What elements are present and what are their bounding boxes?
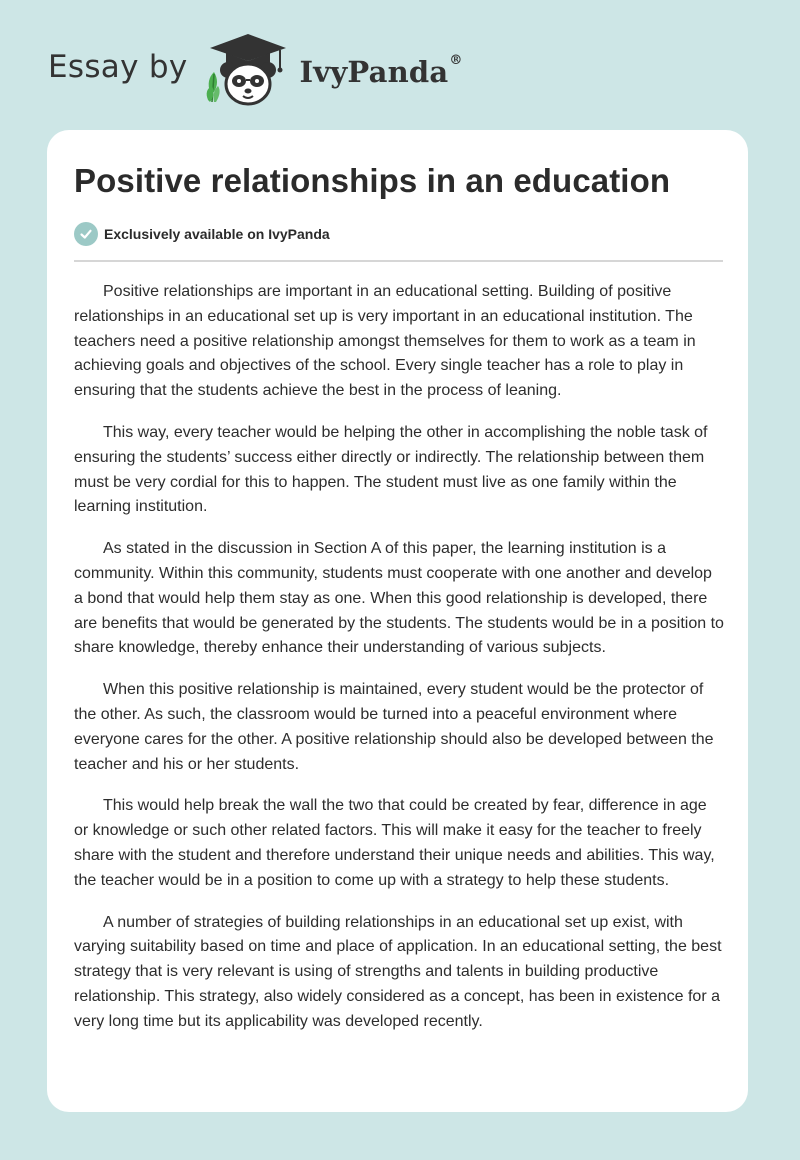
paragraph-2: This way, every teacher would be helping the other in accomplishing the noble task of ensuring the students’ success either directly or indirectly. The relationship between them must be very cordial for this to happen. The student must live as one family within the learning institution. [74,423,708,516]
essay-by-label: Essay by [48,49,188,85]
check-circle-icon [74,222,98,246]
paragraph-3: As stated in the discussion in Section A of this paper, the learning institution is a community. Within this community, students must cooperate with one another and develop a bond that would help them stay as one. When this good relationship is developed, there are benefits that would be generated by the students. The students would be in a position to share knowledge, thereby enhance their understanding of various subjects. [74,540,724,657]
essay-card [47,130,748,1112]
paragraph-5: This would help break the wall the two that could be created by fear, difference in age or knowledge or such other related factors. This will make it easy for the teacher to freely share with the student and therefore understand their unique needs and abilities. This way, the teacher would be in a position to come up with a strategy to help these students. [74,797,715,889]
paragraph-1: Positive relationships are important in an educational setting. Building of positive relationships in an educational set up is very important in an educational institution. The teachers need a positive relationship amongst themselves for them to work as a team in achieving goals and objectives of the school. Every single teacher has a role to play in ensuring that the students achieve the best in the process of leaning. [74,283,696,400]
brand-name-text: IvyPanda [299,55,449,89]
page-title: Positive relationships in an education [74,162,671,199]
brand-name[interactable] [300,55,463,89]
title-divider [74,260,723,262]
paragraph-4: When this positive relationship is maintained, every student would be the protector of the other. As such, the classroom would be turned into a peaceful environment where everyone cares for the other. A positive relationship should also be developed between the teacher and his or her students. [74,681,714,773]
registered-mark: ® [449,53,463,68]
exclusive-badge-label: Exclusively available on IvyPanda [104,226,330,242]
panda-graduate-logo-icon[interactable] [204,30,292,110]
exclusive-badge [74,222,330,246]
essay-body [74,280,725,1052]
site-header [48,30,463,110]
paragraph-6: A number of strategies of building relationships in an educational set up exist, with varying suitability based on time and place of application. In an educational setting, the best strategy that is very relevant is using of strengths and talents in building productive relationship. This strategy, also widely considered as a concept, has been in existence for a very long time but its applicability was developed recently. [74,913,722,1030]
